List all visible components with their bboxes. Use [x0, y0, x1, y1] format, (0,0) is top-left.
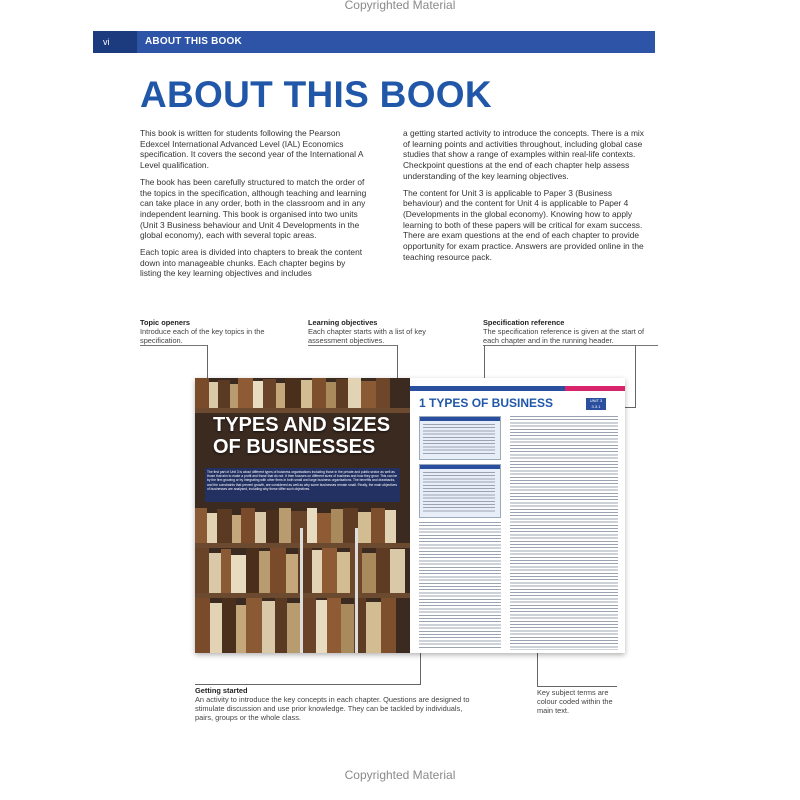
text-lines [510, 416, 618, 650]
callout-getting-started [195, 686, 475, 722]
paragraph: a getting started activity to introduce the concepts. There is a mix of learning points and activities throughout, including global case studies that show a range of examples within real-life contexts. Checkpoint questions at the end of each chapter help assess understanding of the key learning objectives. [403, 128, 644, 181]
leader-line [635, 345, 636, 407]
callout-specification-reference [483, 318, 658, 345]
callout-text: Introduce each of the key topics in the specification. [140, 327, 265, 345]
running-header-bar [93, 31, 655, 53]
text-lines [423, 472, 495, 512]
callout-text: The specification reference is given at the start of each chapter and in the running header. [483, 327, 645, 345]
running-head: ABOUT THIS BOOK [145, 36, 242, 47]
paragraph: The content for Unit 3 is applicable to Paper 3 (Business behaviour) and the content for Unit 4 is applicable to Paper 4 (Developments in the global economy). Knowing how to apply learning to both of these papers will be critical for exam success. There are exam questions at the end of each chapter to provide opportunity for exam practice. Answers are provided online in the teaching resource pack. [403, 187, 644, 262]
paragraph: This book is written for students following the Pearson Edexcel International Advanced Level (IAL) Economics specification. It covers the second year of the International A Level qualification. [140, 128, 363, 171]
callout-key-terms [537, 688, 617, 715]
page-title: ABOUT THIS BOOK [140, 74, 492, 115]
callout-underline [483, 345, 658, 346]
spec-ref-strip [565, 386, 625, 391]
page-number: vi [93, 31, 137, 53]
callout-title: Getting started [195, 686, 248, 695]
shelf [195, 408, 410, 413]
watermark-bottom: Copyrighted Material [344, 768, 456, 782]
spread-topic-title-line: OF BUSINESSES [213, 436, 376, 458]
ladder-rail [300, 528, 303, 653]
paragraph: The book has been carefully structured to match the order of the topics in the specification, although teaching and learning can take place in any order, both in the classroom and in any independent learning. This book is organised into two units (Unit 3 Business behaviour and Unit 4 Developments in the global economy), each with several topic areas. [140, 176, 367, 241]
paragraph: Each topic area is divided into chapters to break the content down into manageable chunks. Each chapter begins by listing the key learning objectives and includes [140, 247, 363, 279]
text-lines [419, 522, 501, 650]
callout-text: Key subject terms are colour coded within the main text. [537, 688, 613, 715]
chapter-page [410, 378, 625, 653]
callout-text: Each chapter starts with a list of key assessment objectives. [308, 327, 426, 345]
sample-spread-image [195, 378, 625, 653]
body-column-right [403, 128, 653, 268]
spread-topic-title-line: TYPES AND SIZES [213, 414, 391, 436]
spread-topic-intro: The first part of Unit 3 is about different types of business organisations including those in the private and public sector as well as those that aim to make a profit and those that do not. It then focuses on different sizes of business and how they grow. This can be by the firm growing or by integrating with other firms in both small and large business organisations. The benefits and drawbacks, and the constraints that prevent growth, are considered as well as why some businesses remain small. Finally, the main objectives of businesses are analysed, including why these differ such objectives. [205, 468, 400, 502]
bookshelf [195, 378, 410, 408]
callout-underline [308, 345, 398, 346]
callout-learning-objectives [308, 318, 433, 345]
leader-line [207, 345, 208, 380]
callout-title: Specification reference [483, 318, 565, 327]
topic-opener-page [195, 378, 410, 653]
callout-title: Learning objectives [308, 318, 378, 327]
callout-underline [140, 345, 208, 346]
spread-chapter-title: 1 TYPES OF BUSINESS [419, 396, 554, 410]
spec-badge: UNIT 3 3.3.1 [586, 398, 606, 410]
ladder-rail [355, 528, 358, 653]
spread-topic-title [213, 414, 390, 458]
watermark-top: Copyrighted Material [344, 0, 456, 12]
callout-text: An activity to introduce the key concepts in each chapter. Questions are designed to stimulate discussion and use prior knowledge. They can be tackled by individuals, pairs, groups or the whole class. [195, 695, 470, 722]
callout-overline [195, 684, 420, 685]
callout-title: Topic openers [140, 318, 190, 327]
body-column-left [140, 128, 368, 285]
text-lines [423, 424, 495, 454]
chapter-header-strip [410, 386, 625, 391]
callout-topic-openers [140, 318, 265, 345]
callout-overline [537, 686, 617, 687]
